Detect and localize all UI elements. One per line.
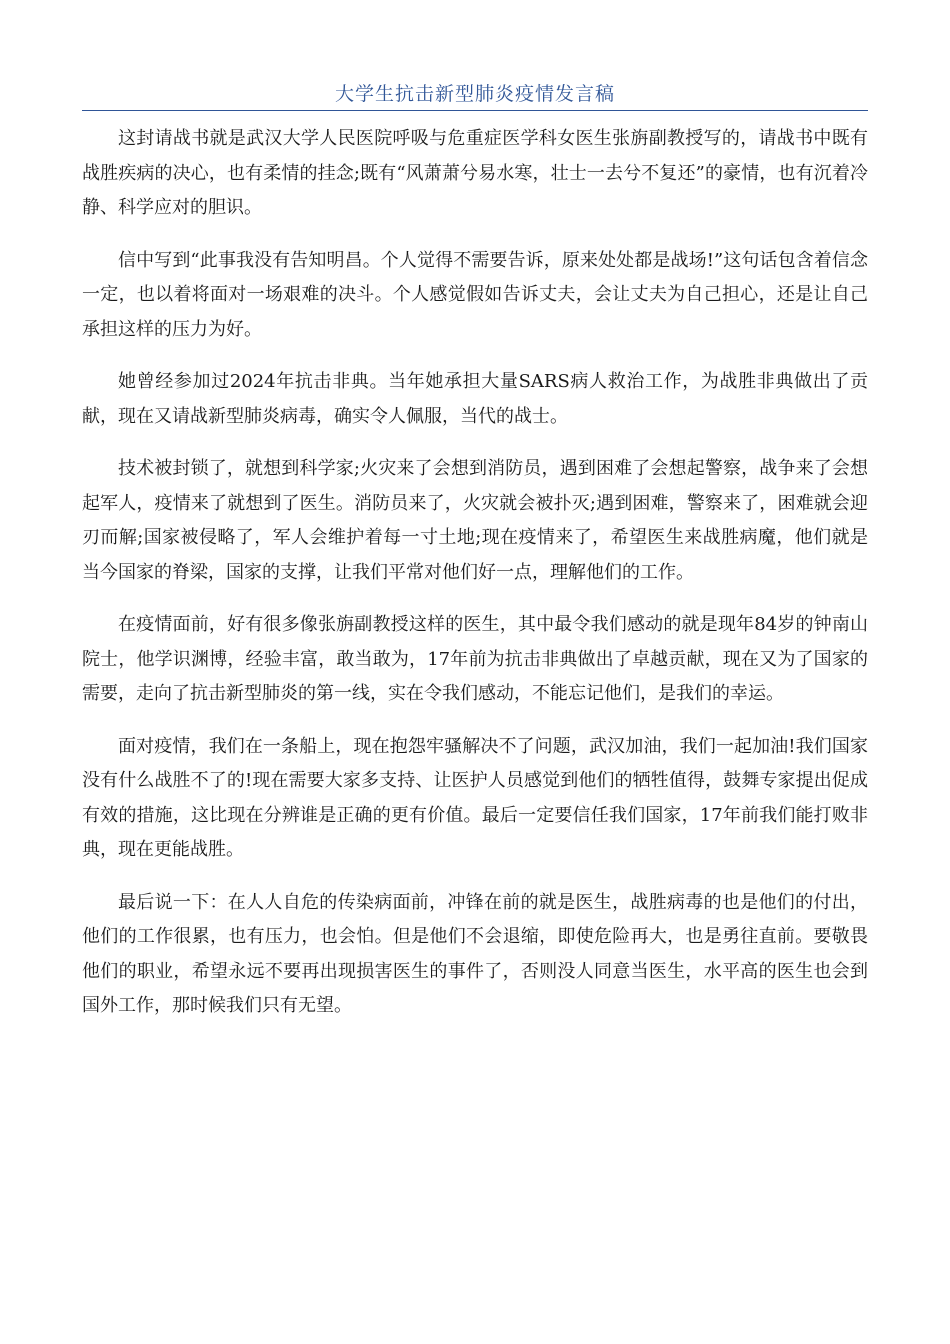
paragraph-2: 信中写到“此事我没有告知明昌。个人觉得不需要告诉，原来处处都是战场!”这句话包含着信念一定，也以着将面对一场艰难的决斗。个人感觉假如告诉丈夫，会让丈夫为自己担心，还是让自己承担这样的压力为好。 (82, 249, 868, 340)
paragraph-1: 这封请战书就是武汉大学人民医院呼吸与危重症医学科女医生张旃副教授写的，请战书中既有战胜疾病的决心，也有柔情的挂念;既有“风萧萧兮易水寒，壮士一去兮不复还”的豪情，也有沉着冷静、科学应对的胆识。 (82, 128, 868, 218)
document-body (82, 122, 868, 1042)
paragraph-5: 在疫情面前，好有很多像张旃副教授这样的医生，其中最令我们感动的就是现年84岁的钟南山院士，他学识渊博，经验丰富，敢当敢为，17年前为抗击非典做出了卓越贡献，现在又为了国家的需要，走向了抗击新型肺炎的第一线，实在令我们感动，不能忘记他们，是我们的幸运。 (82, 614, 868, 704)
paragraph-6: 面对疫情，我们在一条船上，现在抱怨牢骚解决不了问题，武汉加油，我们一起加油!我们国家没有什么战胜不了的!现在需要大家多支持、让医护人员感觉到他们的牺牲值得，鼓舞专家提出促成有效的措施，这比现在分辨谁是正确的更有价值。最后一定要信任我们国家，17年前我们能打败非典，现在更能战胜。 (82, 735, 868, 860)
paragraph-4: 技术被封锁了，就想到科学家;火灾来了会想到消防员，遇到困难了会想起警察，战争来了会想起军人，疫情来了就想到了医生。消防员来了，火灾就会被扑灭;遇到困难，警察来了，困难就会迎刃而解;国家被侵略了，军人会维护着每一寸土地;现在疫情来了，希望医生来战胜病魔，他们就是当今国家的脊梁，国家的支撑，让我们平常对他们好一点，理解他们的工作。 (82, 458, 868, 583)
header-title: 大学生抗击新型肺炎疫情发言稿 (334, 83, 615, 105)
paragraph-3: 她曾经参加过2024年抗击非典。当年她承担大量SARS病人救治工作，为战胜非典做出了贡献，现在又请战新型肺炎病毒，确实令人佩服，当代的战士。 (82, 371, 868, 427)
page-header (82, 80, 868, 111)
paragraph-7: 最后说一下：在人人自危的传染病面前，冲锋在前的就是医生，战胜病毒的也是他们的付出，他们的工作很累，也有压力，也会怕。但是他们不会退缩，即使危险再大，也是勇往直前。要敬畏他们的职业，希望永远不要再出现损害医生的事件了，否则没人同意当医生，水平高的医生也会到国外工作，那时候我们只有无望。 (82, 891, 868, 1016)
